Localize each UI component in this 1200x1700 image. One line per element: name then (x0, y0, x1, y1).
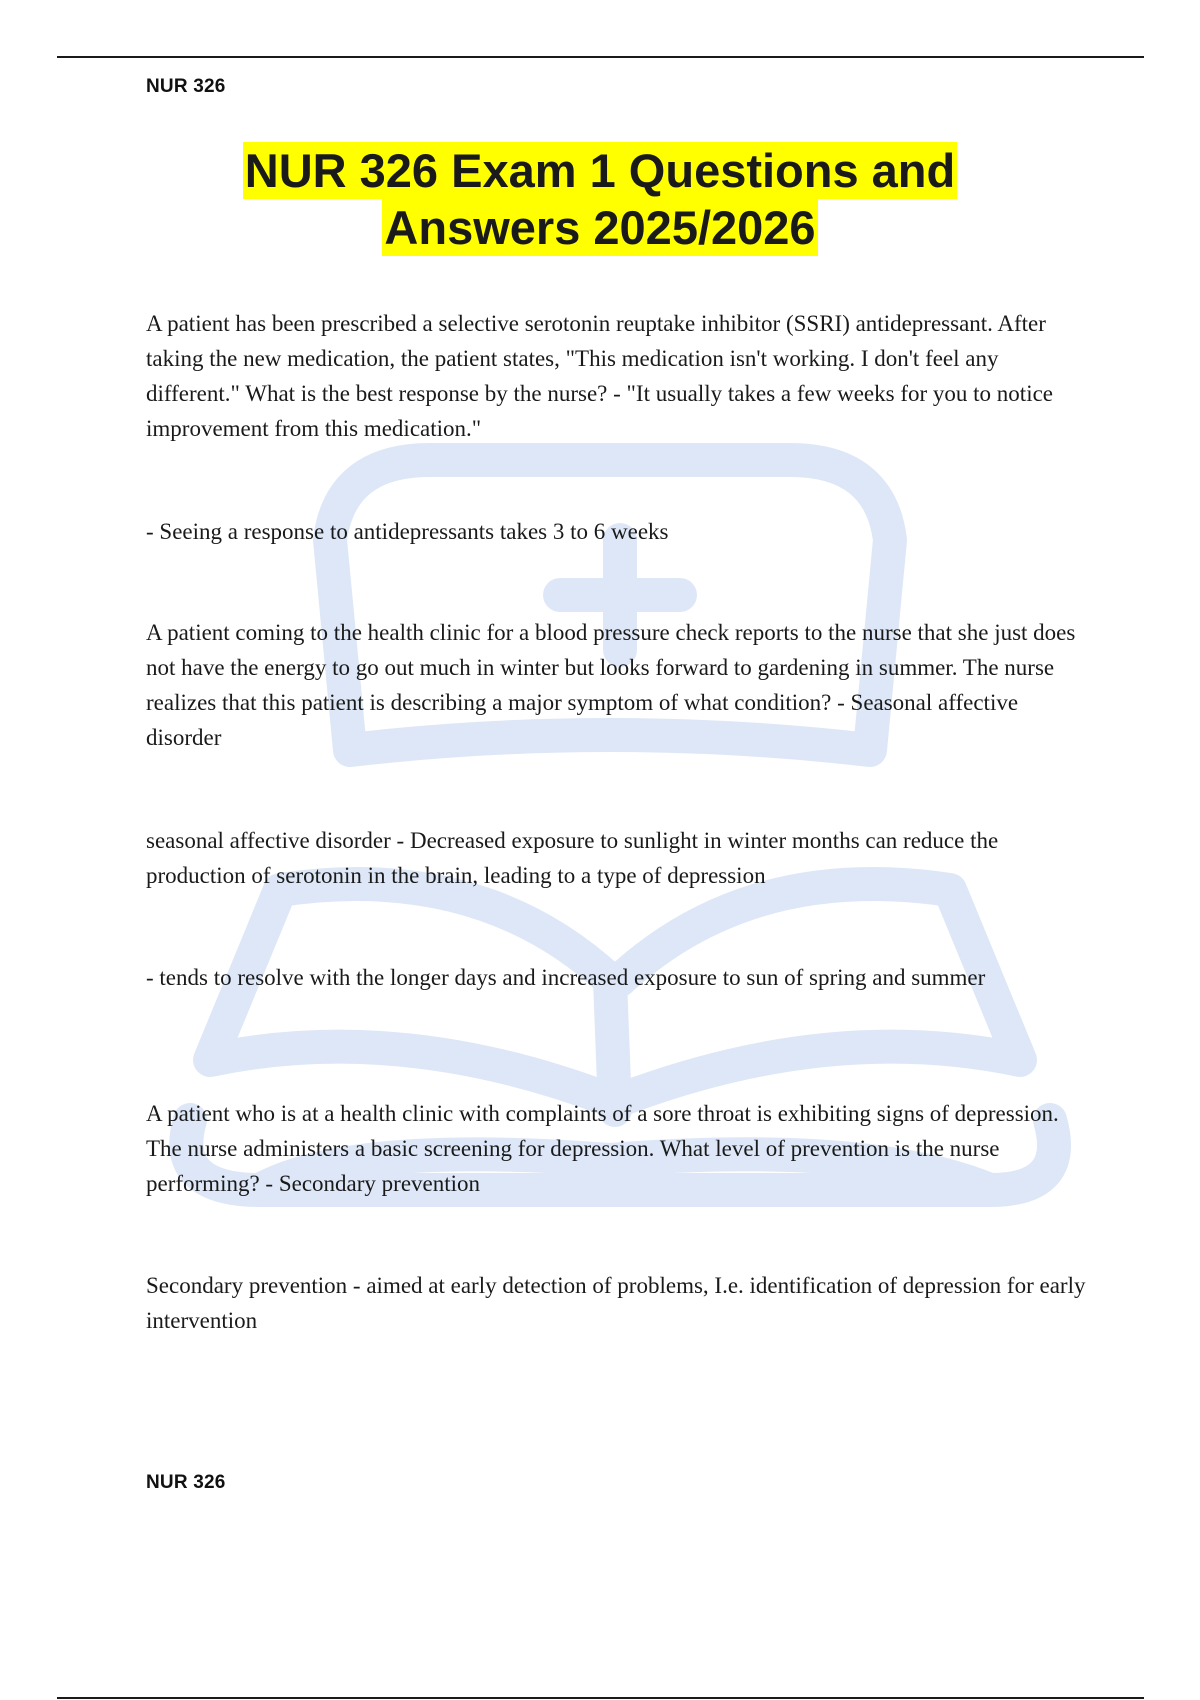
question-paragraph: A patient coming to the health clinic for a blood pressure check reports to the nurse that she just does not have the energy to go out much in winter but looks forward to gardening in summer. The nurse realizes that this patient is describing a major symptom of what condition? - Seasonal affective disorder (146, 620, 1076, 750)
title-line-1: NUR 326 Exam 1 Questions and (244, 144, 956, 197)
question-paragraph: A patient has been prescribed a selective serotonin reuptake inhibitor (SSRI) antidepressant. After taking the new medication, the patient states, "This medication isn't working. I don't feel any different." What is the best response by the nurse? - "It usually takes a few weeks for you to notice improvement from this medication." (146, 311, 1053, 441)
title-line-2: Answers 2025/2026 (384, 201, 816, 254)
definition-paragraph: seasonal affective disorder - Decreased exposure to sunlight in winter months can reduce the production of serotonin in the brain, leading to a type of depression (146, 828, 999, 888)
answer-note-paragraph: - Seeing a response to antidepressants takes 3 to 6 weeks (146, 519, 669, 544)
document-title (0, 142, 1200, 256)
question-paragraph: A patient who is at a health clinic with complaints of a sore throat is exhibiting signs of depression. The nurse administers a basic screening for depression. What level of prevention is the nurse performing? - Secondary prevention (146, 1101, 1059, 1196)
footer-course-label: NUR 326 (146, 1472, 226, 1493)
bottom-rule (57, 1697, 1144, 1699)
definition-paragraph: Secondary prevention - aimed at early detection of problems, I.e. identification of depression for early intervention (146, 1273, 1086, 1333)
header-course-label: NUR 326 (146, 76, 226, 97)
answer-note-paragraph: - tends to resolve with the longer days and increased exposure to sun of spring and summer (146, 965, 986, 990)
top-rule (57, 56, 1144, 58)
